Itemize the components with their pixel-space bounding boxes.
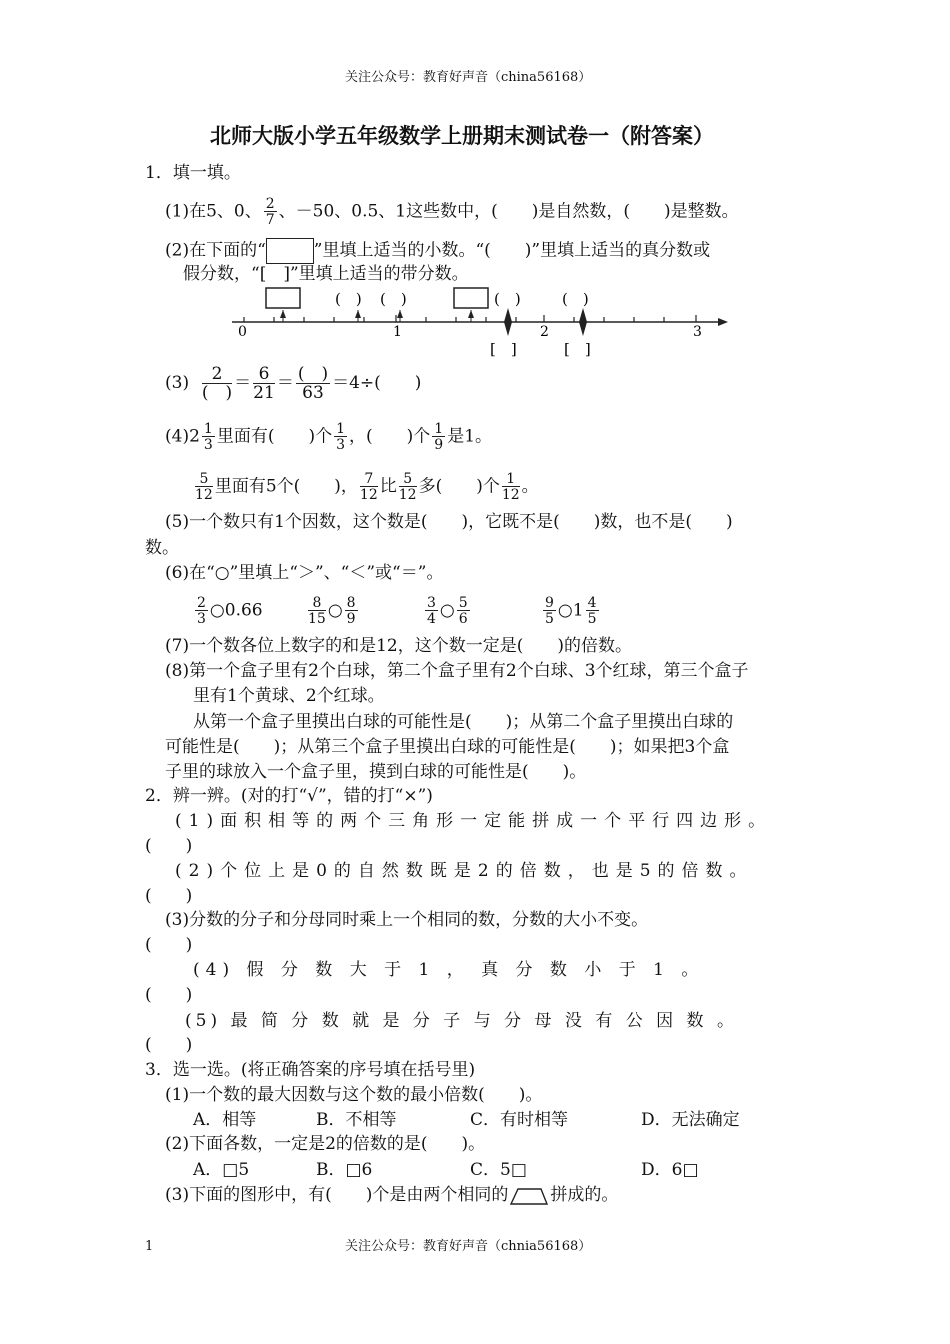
judge-paren-2: ( ): [145, 886, 193, 906]
page-number: 1: [145, 1239, 154, 1254]
numline-label-3: 3: [693, 324, 702, 340]
choice-q2-opt-b: B．□6: [316, 1160, 373, 1180]
section1-heading: 1．填一填。: [145, 163, 241, 183]
judge-item-1: (1)面积相等的两个三角形一定能拼成一个平行四边形。: [175, 811, 773, 831]
q1-8-line2: 里有1个黄球、2个红球。: [193, 686, 385, 706]
q1-4-line2: $\frac{5}{12}$ 里面有5个( )， $\frac{7}{12}$ 比 $\frac{5}{12}$ 多( )个 $\frac{1}{12}$ 。: [195, 471, 539, 503]
judge-item-3: (3)分数的分子和分母同时乘上一个相同的数，分数的大小不变。: [165, 910, 649, 930]
q1-6-item-4: $\frac{9}{5}$ ○1 $\frac{4}{5}$: [545, 595, 597, 627]
choice-q2-opt-c: C．5□: [470, 1160, 527, 1180]
decimal-box: [266, 238, 314, 264]
trapezoid-icon: [509, 1186, 549, 1206]
numline-label-0: 0: [238, 324, 247, 340]
choice-q2-opt-d: D．6□: [641, 1160, 699, 1180]
judge-item-5: (5) 最 简 分 数 就 是 分 子 与 分 母 没 有 公 因 数 。: [185, 1011, 738, 1031]
page-title: 北师大版小学五年级数学上册期末测试卷一（附答案）: [210, 123, 714, 148]
numline-paren-1: ( ): [335, 290, 362, 308]
judge-paren-3: ( ): [145, 935, 193, 955]
choice-q1-opt-b: B．不相等: [316, 1110, 397, 1130]
q1-8-line5: 子里的球放入一个盒子里，摸到白球的可能性是( )。: [165, 762, 587, 782]
q1-8-line4: 可能性是( )；从第三个盒子里摸出白球的可能性是( )；如果把3个盒: [165, 737, 730, 757]
fraction: $\frac{2}{7}$: [265, 196, 275, 228]
numline-bracket-2: [ ]: [564, 340, 591, 358]
q1-8-line3: 从第一个盒子里摸出白球的可能性是( )；从第二个盒子里摸出白球的: [193, 712, 734, 732]
numline-paren-2: ( ): [380, 290, 407, 308]
q1-8: (8)第一个盒子里有2个白球，第二个盒子里有2个白球、3个红球，第三个盒子: [165, 661, 749, 681]
choice-q2: (2)下面各数，一定是2的倍数的是( )。: [165, 1134, 486, 1154]
numline-label-2: 2: [540, 324, 549, 340]
q1-3: (3) 2 ( ) ＝ $\frac{6}{21}$ ＝ ( ) 63 ＝4÷( ): [165, 363, 422, 403]
q1-6-item-1: $\frac{2}{3}$ ○0.66: [197, 595, 263, 627]
numline-bracket-1: [ ]: [490, 340, 517, 358]
q1-5: (5)一个数只有1个因数，这个数是( )，它既不是( )数，也不是( ): [165, 512, 733, 532]
judge-paren-1: ( ): [145, 836, 193, 856]
choice-q1-opt-c: C．有时相等: [470, 1110, 569, 1130]
judge-paren-5: ( ): [145, 1035, 193, 1055]
choice-q3: (3)下面的图形中，有( )个是由两个相同的 拼成的。: [165, 1185, 619, 1205]
judge-item-2: (2)个位上是0的自然数既是2的倍数，也是5的倍数。: [175, 861, 754, 881]
judge-item-4: (4) 假 分 数 大 于 1 ， 真 分 数 小 于 1 。: [193, 960, 705, 980]
q1-1: (1)在5、0、 $\frac{2}{7}$ 、－50、0.5、1这些数中，( )是自然数，( )是整数。: [165, 196, 739, 228]
choice-q1-opt-d: D．无法确定: [641, 1110, 740, 1130]
box-1: [266, 288, 300, 308]
section2-heading: 2．辨一辨。(对的打“√”，错的打“×”): [145, 786, 433, 806]
q1-6-item-3: $\frac{3}{4}$ ○ $\frac{5}{6}$: [427, 595, 468, 627]
header-text: 关注公众号：教育好声音（china56168）: [345, 70, 592, 85]
numline-paren-3: ( ): [494, 290, 521, 308]
judge-paren-4: ( ): [145, 985, 193, 1005]
q1-7: (7)一个数各位上数字的和是12，这个数一定是( )的倍数。: [165, 636, 632, 656]
numline-label-1: 1: [393, 324, 402, 340]
q1-2-line2: 假分数，“[ ]”里填上适当的带分数。: [183, 264, 469, 284]
q1-4: (4)2 $\frac{1}{3}$ 里面有( )个 $\frac{1}{3}$ ，( )个 $\frac{1}{9}$ 是1。: [165, 421, 493, 453]
numline-paren-4: ( ): [562, 290, 589, 308]
axis-arrow: [718, 318, 728, 326]
q1-6: (6)在“○”里填上“＞”、“＜”或“＝”。: [165, 563, 444, 583]
choice-q1-opt-a: A．相等: [193, 1110, 257, 1130]
box-2: [454, 288, 488, 308]
q1-6-item-2: $\frac{8}{15}$ ○ $\frac{8}{9}$: [308, 595, 356, 627]
footer-text: 关注公众号：教育好声音（chnia56168）: [345, 1239, 592, 1254]
section3-heading: 3．选一选。(将正确答案的序号填在括号里): [145, 1060, 476, 1080]
choice-q1: (1)一个数的最大因数与这个数的最小倍数( )。: [165, 1085, 543, 1105]
q1-5-line2: 数。: [145, 538, 179, 558]
q1-2: (2)在下面的“ ”里填上适当的小数。“( )”里填上适当的真分数或: [165, 238, 710, 264]
choice-q2-opt-a: A．□5: [193, 1160, 250, 1180]
number-line: [228, 282, 728, 362]
